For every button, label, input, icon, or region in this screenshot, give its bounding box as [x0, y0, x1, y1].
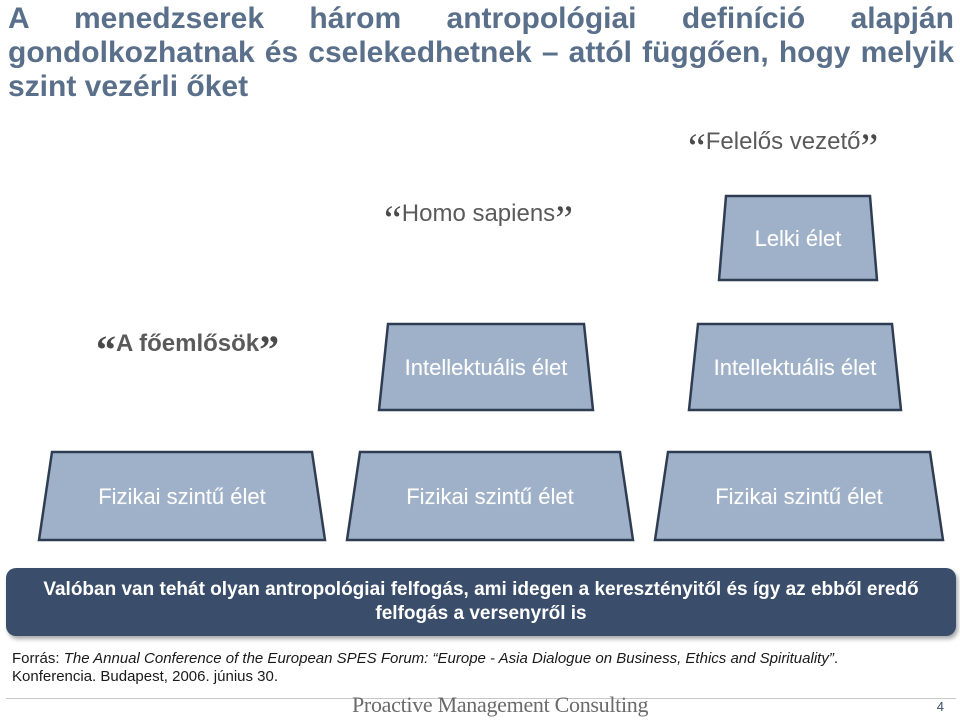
source-citation	[12, 650, 912, 686]
source-prefix: Forrás:	[12, 650, 64, 667]
heading-responsible-leader: “Felelős vezető”	[688, 125, 879, 170]
page-title: A menedzserek három antropológiai definíció alapján gondolkozhatnak és cselekedhetnek – attól függően, hogy melyik szint vezérli őket	[8, 2, 954, 103]
level-physical-label-col2: Fizikai szintű élet	[406, 483, 574, 509]
level-physical-life-col1	[36, 450, 328, 542]
level-physical-label-col3: Fizikai szintű élet	[715, 483, 883, 509]
level-spiritual-label: Lelki élet	[754, 225, 842, 251]
level-intellectual-label-col2: Intellektuális élet	[404, 354, 568, 380]
level-intellectual-life-col2	[376, 322, 596, 412]
heading-homo-sapiens: “Homo sapiens”	[384, 197, 573, 242]
source-title: The Annual Conference of the European SPES Forum: “Europe - Asia Dialogue on Business, Ethics and Spirituality”	[63, 650, 834, 667]
level-intellectual-life-col3	[686, 322, 904, 412]
level-intellectual-label-col3: Intellektuális élet	[713, 354, 877, 380]
level-physical-label-col1: Fizikai szintű élet	[98, 483, 266, 509]
page-number: 4	[936, 699, 944, 714]
conclusion-banner	[6, 568, 956, 636]
level-spiritual-life	[716, 194, 880, 282]
company-logo: Proactive Management Consulting	[352, 692, 649, 717]
heading-primates: “A főemlősök”	[96, 327, 280, 372]
level-physical-life-col3	[652, 450, 946, 542]
source-suffix: . Konferencia. Budapest, 2006. június 30.	[12, 650, 838, 685]
conclusion-text: Valóban van tehát olyan antropológiai felfogás, ami idegen a keresztényitől és így az ebből eredő felfogás a versenyről is	[43, 579, 919, 624]
level-physical-life-col2	[344, 450, 636, 542]
